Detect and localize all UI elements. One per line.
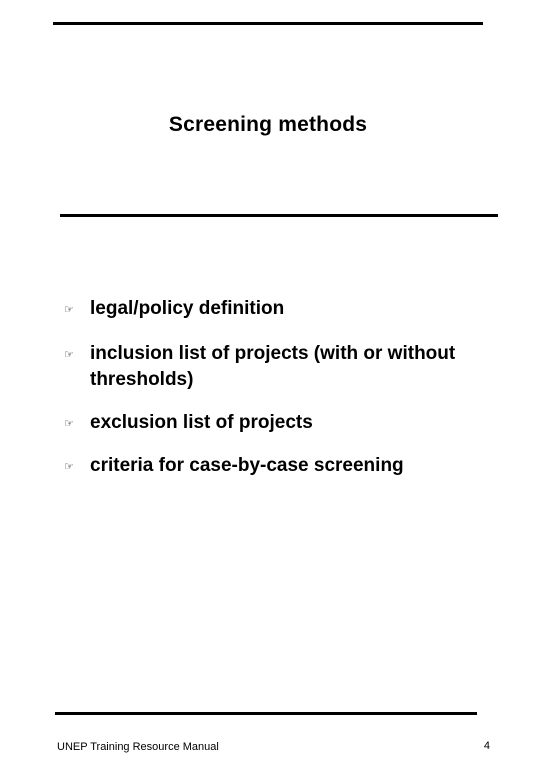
pointing-hand-icon: ☞ <box>64 461 74 473</box>
bullet-text: criteria for case-by-case screening <box>90 455 404 476</box>
title-divider <box>60 214 498 217</box>
bullet-text: legal/policy definition <box>90 298 285 319</box>
page-number: 4 <box>483 740 490 752</box>
footer-divider <box>55 712 477 715</box>
bullet-text: inclusion list of projects (with or without thresholds) <box>90 343 456 390</box>
bullet-item-case-by-case <box>64 453 490 479</box>
bullet-text: exclusion list of projects <box>90 412 313 433</box>
slide-title: Screening methods <box>168 113 368 136</box>
pointing-hand-icon: ☞ <box>64 349 74 361</box>
footer-source: UNEP Training Resource Manual <box>57 741 219 753</box>
pointing-hand-icon: ☞ <box>64 304 74 316</box>
bullet-item-exclusion-list <box>64 410 490 436</box>
bullet-item-inclusion-list <box>64 341 490 393</box>
pointing-hand-icon: ☞ <box>64 418 74 430</box>
bullet-item-legal-policy <box>64 296 490 322</box>
top-divider <box>53 22 483 25</box>
